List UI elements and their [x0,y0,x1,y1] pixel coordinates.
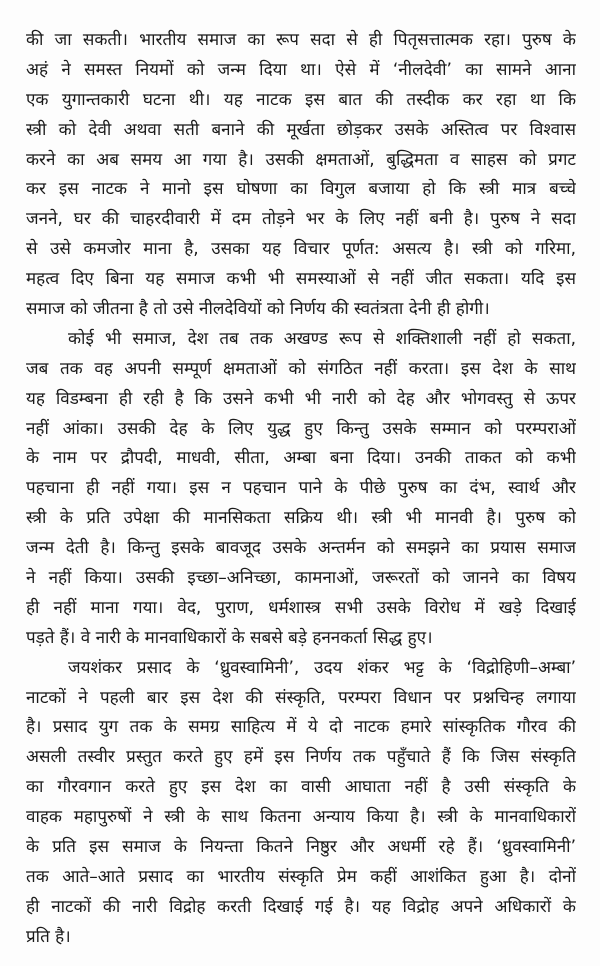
text-line: प्रति है। [26,926,71,947]
text-line: महत्व दिए बिना यह समाज कभी भी समस्याओं से नहीं जीत सकता। यदि इस [26,269,576,290]
text-line: के प्रति इस समाज के नियन्ता कितने निष्ठुर और अधर्मी रहे हैं। ‘ध्रुवस्वामिनी’ [26,837,576,858]
text-line: नहीं आंका। उसकी देह के लिए युद्ध हुए किन्तु उसके सम्मान को परम्पराओं [26,418,576,439]
text-line: तक आते–आते प्रसाद का भारतीय संस्कृति प्रेम कहीं आशंकित हुआ है। दोनों [26,866,576,887]
text-line: के नाम पर द्रौपदी, माधवी, सीता, अम्बा बना दिया। उनकी ताकत को कभी [26,448,576,469]
text-line: का गौरवगान करते हुए इस देश का वासी आघाता नहीं है उसी संस्कृति के [26,777,576,798]
text-line: समाज को जीतना है तो उसे नीलदेवियों को निर्णय की स्वतंत्रता देनी ही होगी। [26,299,490,320]
paragraph-first-line: कोई भी समाज, देश तब तक अखण्ड रूप से शक्तिशाली नहीं हो सकता, [68,328,576,349]
paragraph-first-line: जयशंकर प्रसाद के ‘ध्रुवस्वामिनी’, उदय शंकर भट्ट के ‘विद्रोहिणी–अम्बा’ [68,657,576,678]
text-line: ही नाटकों की नारी विद्रोह करती दिखाई गई है। यह विद्रोह अपने अधिकारों के [26,896,576,917]
text-line: असली तस्वीर प्रस्तुत करते हुए हमें इस निर्णय तक पहुँचाते हैं कि जिस संस्कृति [26,747,576,768]
text-line: जन्म देती है। किन्तु इसके बावजूद उसके अन्तर्मन को समझने का प्रयास समाज [26,538,576,559]
text-line: जब तक वह अपनी सम्पूर्ण क्षमताओं को संगठित नहीं करता। इस देश के साथ [26,358,576,379]
text-line: है। प्रसाद युग तक के समग्र साहित्य में ये दो नाटक हमारे सांस्कृतिक गौरव की [26,717,576,738]
text-line: से उसे कमजोर माना है, उसका यह विचार पूर्णत: असत्य है। स्त्री को गरिमा, [26,239,576,260]
text-line: वाहक महापुरुषों ने स्त्री के साथ कितना अन्याय किया है। स्त्री के मानवाधिकारों [26,807,576,828]
text-line: ही नहीं माना गया। वेद, पुराण, धर्मशास्त्र सभी उसके विरोध में खड़े दिखाई [26,597,576,618]
text-line: यह विडम्बना ही रही है कि उसने कभी भी नारी को देह और भोगवस्तु से ऊपर [26,388,576,409]
text-line: पड़ते हैं। वे नारी के मानवाधिकारों के सबसे बड़े हननकर्ता सिद्ध हुए। [26,627,433,648]
text-line: नाटकों ने पहली बार इस देश की संस्कृति, परम्परा विधान पर प्रश्नचिन्ह लगाया [26,687,576,708]
text-line: ने नहीं किया। उसकी इच्छा–अनिच्छा, कामनाओं, जरूरतों को जानने का विषय [26,568,576,589]
text-line: पहचाना ही नहीं गया। इस न पहचान पाने के पीछे पुरुष का दंभ, स्वार्थ और [26,478,576,499]
text-line: अहं ने समस्त नियमों को जन्म दिया था। ऐसे में ‘नीलदेवी’ का सामने आना [26,59,576,80]
text-line: स्त्री के प्रति उपेक्षा की मानसिकता सक्रिय थी। स्त्री भी मानवी है। पुरुष को [26,508,576,529]
page-body-text [26,26,576,953]
text-line: एक युगान्तकारी घटना थी। यह नाटक इस बात की तस्दीक कर रहा था कि [26,89,576,110]
text-line: जनने, घर की चाहरदीवारी में दम तोड़ने भर के लिए नहीं बनी है। पुरुष ने सदा [26,209,576,230]
text-line: स्त्री को देवी अथवा सती बनाने की मूर्खता छोड़कर उसके अस्तित्व पर विश्वास [26,119,576,140]
text-line: की जा सकती। भारतीय समाज का रूप सदा से ही पितृसत्तात्मक रहा। पुरुष के [26,30,576,50]
text-line: करने का अब समय आ गया है। उसकी क्षमताओं, बुद्धिमता व साहस को प्रगट [26,149,576,170]
text-line: कर इस नाटक ने मानो इस घोषणा का विगुल बजाया हो कि स्त्री मात्र बच्चे [26,179,576,200]
